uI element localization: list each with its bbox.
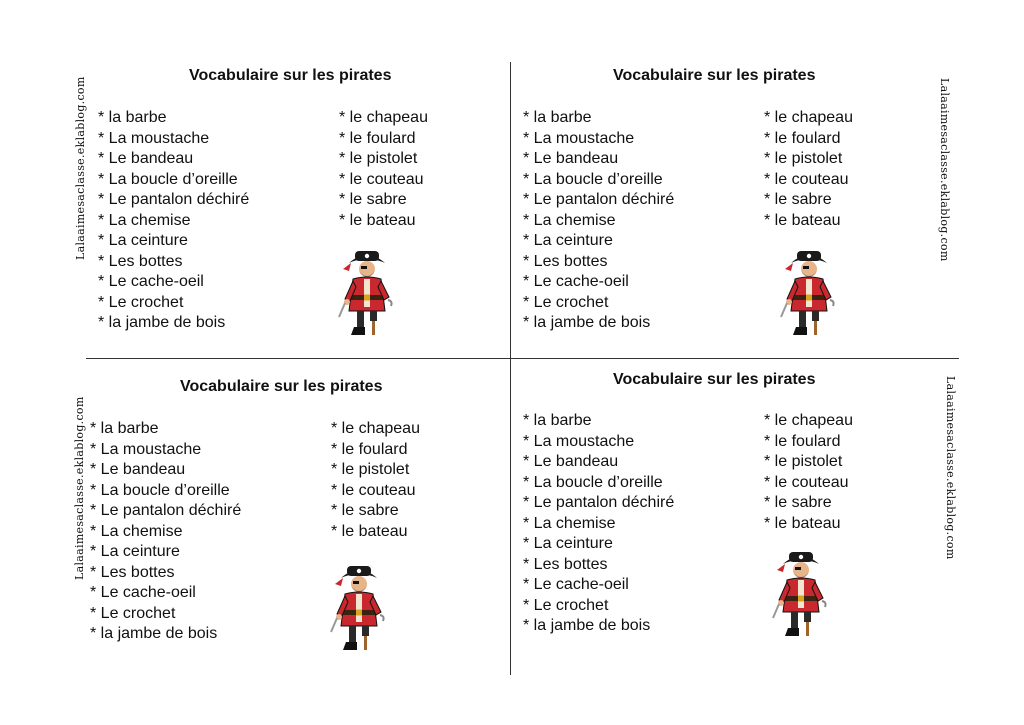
vocab-item: * le bateau	[339, 211, 416, 229]
watermark-text: Lalaaimesaclasse.eklablog.com	[938, 78, 951, 262]
card-title: Vocabulaire sur les pirates	[613, 371, 816, 388]
vocab-item: * La boucle d’oreille	[90, 481, 230, 499]
vocab-item: * la barbe	[523, 412, 592, 429]
vocab-item: * le bateau	[331, 522, 408, 540]
vocab-item: * le pistolet	[764, 150, 843, 167]
vocab-item: * Le crochet	[523, 293, 609, 311]
vocab-item: * le chapeau	[764, 109, 853, 126]
vocab-item: * La ceinture	[90, 543, 180, 560]
card-title: Vocabulaire sur les pirates	[180, 378, 383, 395]
vocab-item: * le pistolet	[331, 461, 410, 478]
vocab-item: * Le pantalon déchiré	[523, 191, 675, 208]
card-title: Vocabulaire sur les pirates	[613, 67, 816, 84]
vertical-divider	[510, 62, 511, 675]
vocab-item: * La boucle d’oreille	[98, 170, 238, 188]
vocab-item: * le bateau	[764, 514, 841, 532]
vocab-item: * la barbe	[523, 109, 592, 126]
vocab-item: * le foulard	[339, 129, 416, 147]
vocab-item: * le foulard	[764, 129, 841, 147]
pirate-icon	[779, 245, 839, 340]
vocab-list-right	[339, 108, 428, 231]
watermark-text: Lalaaimesaclasse.eklablog.com	[74, 76, 87, 260]
vocab-item: * La moustache	[98, 129, 210, 147]
vocab-item: * le chapeau	[331, 420, 420, 437]
vocab-item: * Le cache-oeil	[523, 273, 629, 290]
vocab-item: * La moustache	[523, 432, 635, 450]
vocab-item: * Le bandeau	[90, 461, 186, 478]
vocab-item: * La chemise	[523, 514, 616, 532]
vocab-list-left	[523, 108, 674, 334]
vocab-item: * Les bottes	[523, 555, 608, 573]
vocab-item: * le pistolet	[339, 150, 418, 167]
vocab-item: * Le crochet	[90, 604, 176, 622]
vocab-item: * Le pantalon déchiré	[90, 502, 242, 519]
vocab-item: * le foulard	[331, 440, 408, 458]
vocab-item: * Le bandeau	[98, 150, 194, 167]
vocab-item: * La chemise	[98, 211, 191, 229]
pirate-icon	[337, 245, 397, 340]
vocab-item: * Le pantalon déchiré	[523, 494, 675, 511]
vocab-item: * Les bottes	[523, 252, 608, 270]
vocab-list-right	[764, 411, 853, 534]
vocab-item: * le chapeau	[339, 109, 428, 126]
vocab-item: * le couteau	[339, 170, 424, 188]
vocab-item: * le sabre	[764, 191, 832, 208]
vocab-list-left	[90, 419, 241, 645]
vocab-item: * La ceinture	[523, 535, 613, 552]
vocab-item: * le foulard	[764, 432, 841, 450]
vocab-list-left	[523, 411, 674, 637]
vocab-item: * le bateau	[764, 211, 841, 229]
vocab-item: * la barbe	[98, 109, 167, 126]
vocab-item: * La boucle d’oreille	[523, 473, 663, 491]
horizontal-divider	[86, 358, 959, 359]
vocab-item: * le couteau	[764, 473, 849, 491]
vocab-item: * le sabre	[339, 191, 407, 208]
vocab-item: * Les bottes	[98, 252, 183, 270]
vocab-item: * La ceinture	[523, 232, 613, 249]
vocab-item: * Le bandeau	[523, 150, 619, 167]
vocab-item: * le couteau	[331, 481, 416, 499]
vocab-item: * la barbe	[90, 420, 159, 437]
vocab-item: * Le pantalon déchiré	[98, 191, 250, 208]
card-title: Vocabulaire sur les pirates	[189, 67, 392, 84]
vocab-item: * le sabre	[764, 494, 832, 511]
vocab-item: * La chemise	[523, 211, 616, 229]
vocab-item: * La moustache	[523, 129, 635, 147]
pirate-icon	[329, 560, 389, 655]
vocab-list-left	[98, 108, 249, 334]
vocab-item: * Le cache-oeil	[523, 576, 629, 593]
vocab-list-right	[331, 419, 420, 542]
vocab-item: * La chemise	[90, 522, 183, 540]
vocab-item: * Le bandeau	[523, 453, 619, 470]
vocab-item: * le sabre	[331, 502, 399, 519]
watermark-text: Lalaaimesaclasse.eklablog.com	[944, 376, 957, 560]
vocab-item: * la jambe de bois	[523, 617, 651, 634]
vocab-item: * le chapeau	[764, 412, 853, 429]
vocab-item: * le pistolet	[764, 453, 843, 470]
vocab-item: * La ceinture	[98, 232, 188, 249]
pirate-icon	[771, 546, 831, 641]
vocab-item: * le couteau	[764, 170, 849, 188]
vocab-item: * Le cache-oeil	[90, 584, 196, 601]
vocab-item: * la jambe de bois	[90, 625, 218, 642]
vocab-item: * Le cache-oeil	[98, 273, 204, 290]
vocab-item: * La boucle d’oreille	[523, 170, 663, 188]
vocab-item: * la jambe de bois	[98, 314, 226, 331]
vocab-list-right	[764, 108, 853, 231]
vocab-item: * Le crochet	[523, 596, 609, 614]
watermark-text: Lalaaimesaclasse.eklablog.com	[73, 396, 86, 580]
vocab-item: * Les bottes	[90, 563, 175, 581]
vocab-item: * Le crochet	[98, 293, 184, 311]
vocab-item: * la jambe de bois	[523, 314, 651, 331]
vocab-item: * La moustache	[90, 440, 202, 458]
